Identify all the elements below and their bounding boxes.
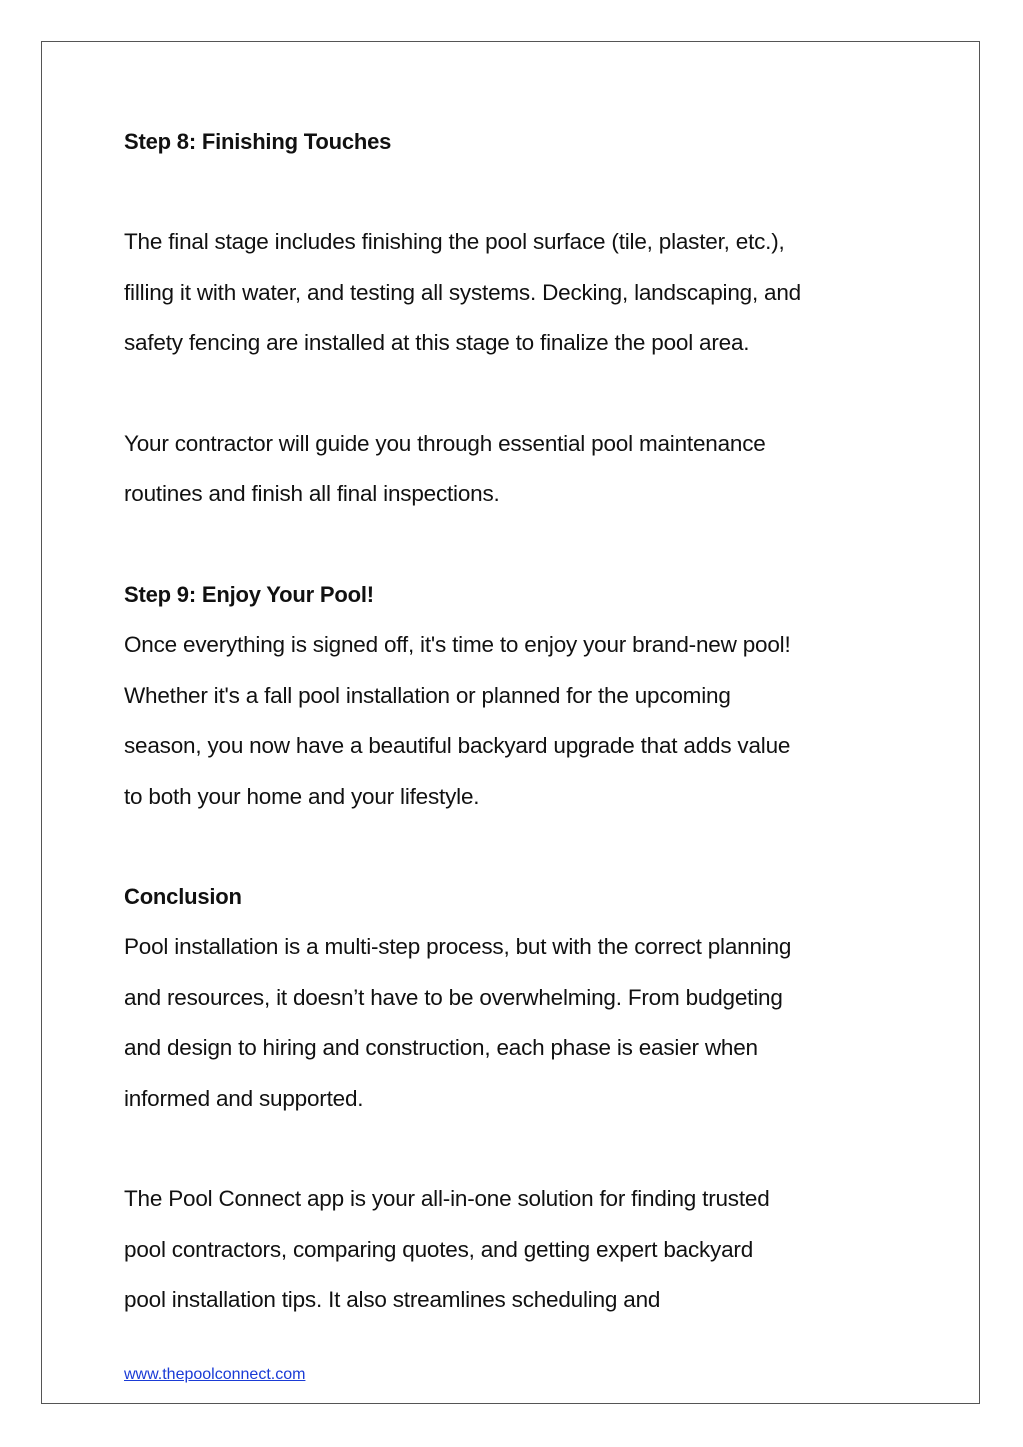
paragraph-line: and resources, it doesn’t have to be overwhelming. From budgeting [124,985,783,1010]
paragraph-line: Pool installation is a multi-step process, but with the correct planning [124,934,792,959]
paragraph-line: informed and supported. [124,1086,364,1111]
paragraph-line: routines and finish all final inspections. [124,481,500,506]
paragraph-line: filling it with water, and testing all systems. Decking, landscaping, and [124,280,802,305]
paragraph-line: pool installation tips. It also streamlines scheduling and [124,1287,661,1312]
paragraph-line: The final stage includes finishing the pool surface (tile, plaster, etc.), [124,229,785,254]
website-link[interactable]: www.thepoolconnect.com [124,1366,306,1383]
conclusion-heading: Conclusion [124,884,242,909]
paragraph-line: safety fencing are installed at this stage to finalize the pool area. [124,330,750,355]
paragraph-line: pool contractors, comparing quotes, and getting expert backyard [124,1237,754,1262]
paragraph-line: season, you now have a beautiful backyard upgrade that adds value [124,733,791,758]
document-page [41,41,980,1404]
paragraph-line: Whether it's a fall pool installation or planned for the upcoming [124,683,731,708]
paragraph-line: The Pool Connect app is your all-in-one solution for finding trusted [124,1186,770,1211]
paragraph-line: Your contractor will guide you through essential pool maintenance [124,431,766,456]
step9-heading: Step 9: Enjoy Your Pool! [124,582,374,607]
paragraph-line: Once everything is signed off, it's time to enjoy your brand-new pool! [124,632,791,657]
paragraph-line: to both your home and your lifestyle. [124,784,480,809]
step8-heading: Step 8: Finishing Touches [124,129,392,154]
paragraph-line: and design to hiring and construction, each phase is easier when [124,1035,758,1060]
